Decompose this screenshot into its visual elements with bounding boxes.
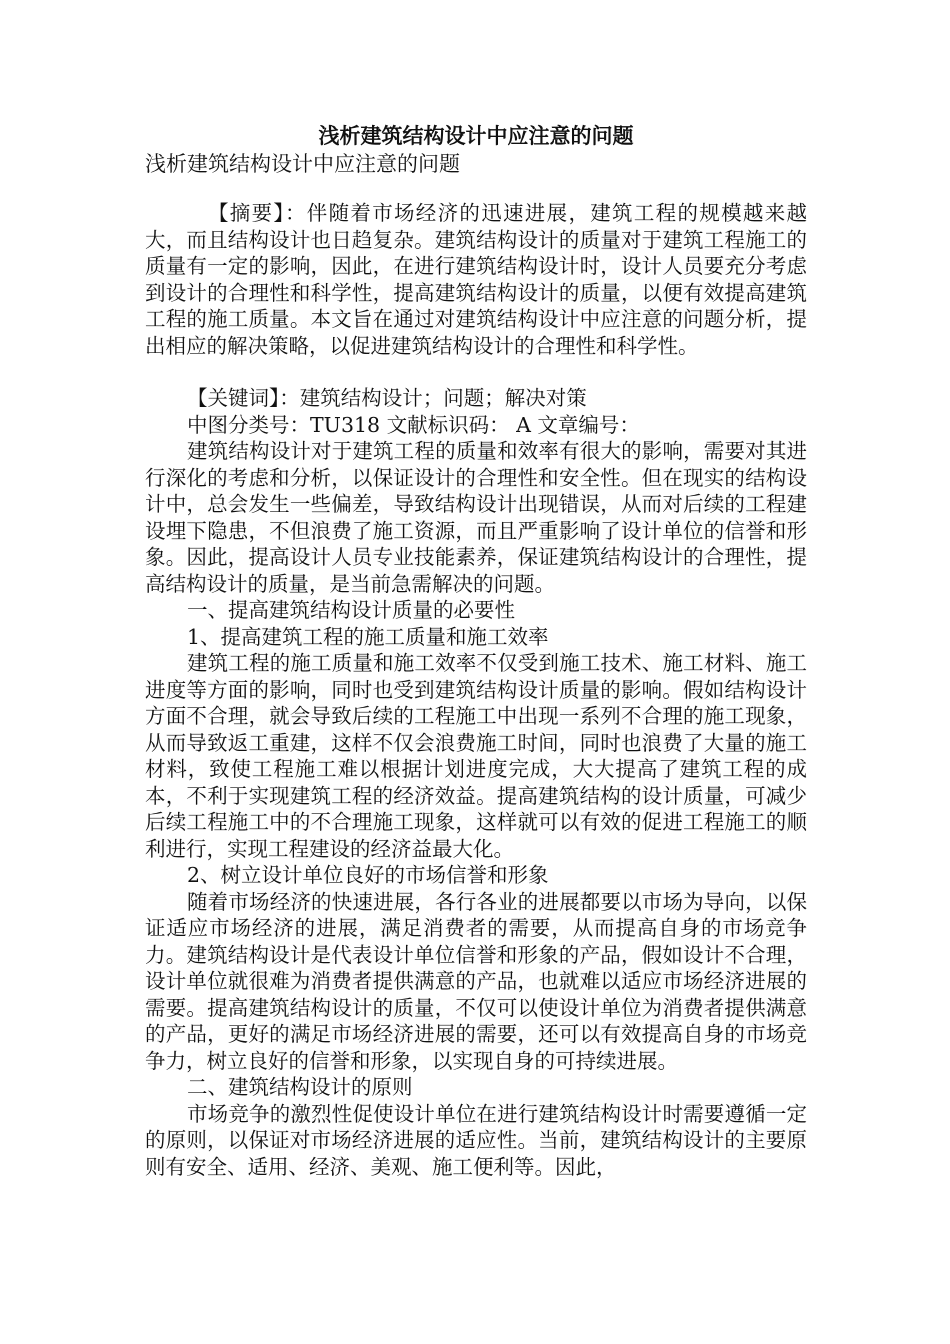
subsection-1-2-paragraph: 随着市场经济的快速进展，各行各业的进展都要以市场为导向，以保证适应市场经济的进展，满足消费者的需要，从而提高自身的市场竞争力。建筑结构设计是代表设计单位信誉和形象的产品，假如设计不合理，设计单位就很难为消费者提供满意的产品，也就难以适应市场经济进展的需要。提高建筑结构设计的质量，不仅可以使设计单位为消费者提供满意的产品，更好的满足市场经济进展的需要，还可以有效提高自身的市场竞争力，树立良好的信誉和形象，以实现自身的可持续进展。 <box>145 889 807 1073</box>
section-2-paragraph: 市场竞争的激烈性促使设计单位在进行建筑结构设计时需要遵循一定的原则，以保证对市场经济进展的适应性。当前，建筑结构设计的主要原则有安全、适用、经济、美观、施工便利等。因此， <box>145 1101 807 1179</box>
document-subtitle: 浅析建筑结构设计中应注意的问题 <box>145 152 460 176</box>
subsection-1-1-paragraph: 建筑工程的施工质量和施工效率不仅受到施工技术、施工材料、施工进度等方面的影响，同时也受到建筑结构设计质量的影响。假如结构设计方面不合理，就会导致后续的工程施工中出现一系列不合理的施工现象，从而导致返工重建，这样不仅会浪费施工时间，同时也浪费了大量的施工材料，致使工程施工难以根据计划进度完成，大大提高了建筑工程的成本，不利于实现建筑工程的经济效益。提高建筑结构的设计质量，可减少后续工程施工中的不合理施工现象，这样就可以有效的促进工程施工的顺利进行，实现工程建设的经济益最大化。 <box>145 651 807 861</box>
classification-line: 中图分类号：TU318 文献标识码： A 文章编号： <box>187 412 640 437</box>
subsection-heading-1-1: 1、提高建筑工程的施工质量和施工效率 <box>187 624 549 649</box>
intro-paragraph: 建筑结构设计对于建筑工程的质量和效率有很大的影响，需要对其进行深化的考虑和分析，以保证设计的合理性和安全性。但在现实的结构设计中，总会发生一些偏差，导致结构设计出现错误，从而对后续的工程建设埋下隐患，不但浪费了施工资源，而且严重影响了设计单位的信誉和形象。因此，提高设计人员专业技能素养，保证建筑结构设计的合理性，提高结构设计的质量，是当前急需解决的问题。 <box>145 439 807 596</box>
document-title: 浅析建筑结构设计中应注意的问题 <box>318 123 634 148</box>
section-heading-1: 一、提高建筑结构设计质量的必要性 <box>187 598 515 622</box>
abstract-paragraph: 【摘要】：伴随着市场经济的迅速进展，建筑工程的规模越来越大，而且结构设计也日趋复杂。建筑结构设计的质量对于建筑工程施工的质量有一定的影响，因此，在进行建筑结构设计时，设计人员要充分考虑到设计的合理性和科学性，提高建筑结构设计的质量，以便有效提高建筑工程的施工质量。本文旨在通过对建筑结构设计中应注意的问题分析，提出相应的解决策略，以促进建筑结构设计的合理性和科学性。 <box>145 201 807 358</box>
keywords-line: 【关键词】：建筑结构设计；问题；解决对策 <box>187 386 587 410</box>
document-body <box>145 122 807 1180</box>
section-heading-2: 二、建筑结构设计的原则 <box>187 1075 413 1099</box>
subsection-heading-1-2: 2、树立设计单位良好的市场信誉和形象 <box>187 863 549 887</box>
